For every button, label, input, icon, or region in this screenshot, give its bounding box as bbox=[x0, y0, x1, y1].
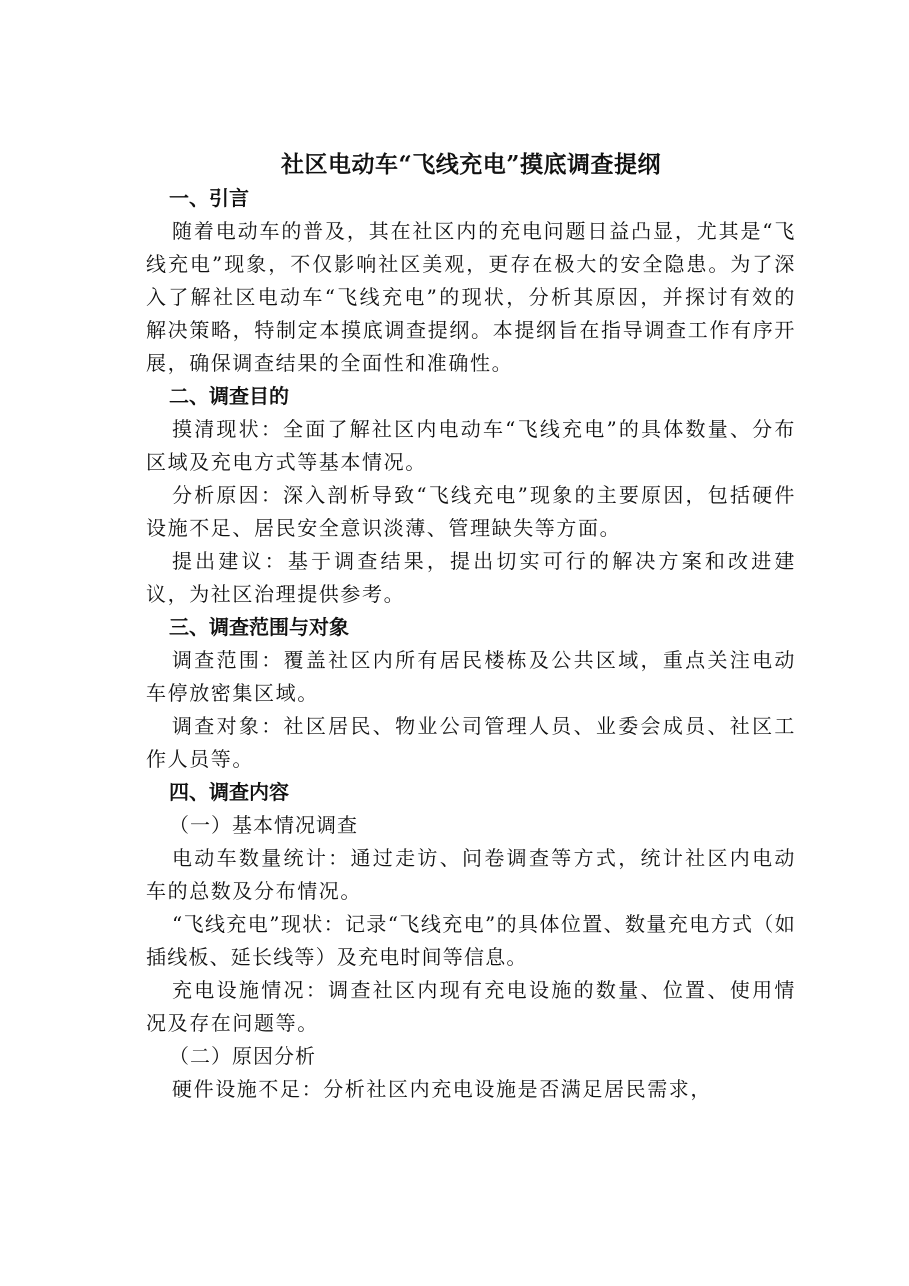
purpose-paragraph-cause: 分析原因：深入剖析导致“飞线充电”现象的主要原因，包括硬件设施不足、居民安全意识淡薄、管理缺失等方面。 bbox=[146, 483, 796, 540]
section-heading-content: 四、调查内容 bbox=[169, 780, 289, 804]
section-heading-intro: 一、引言 bbox=[169, 186, 249, 210]
causes-paragraph-hardware: 硬件设施不足：分析社区内充电设施是否满足居民需求， bbox=[172, 1077, 712, 1101]
subsection-label-basic: （一）基本情况调查 bbox=[169, 813, 358, 837]
section-heading-purpose: 二、调查目的 bbox=[169, 384, 289, 408]
basic-paragraph-count: 电动车数量统计：通过走访、问卷调查等方式，统计社区内电动车的总数及分布情况。 bbox=[146, 846, 796, 903]
basic-paragraph-facilities: 充电设施情况：调查社区内现有充电设施的数量、位置、使用情况及存在问题等。 bbox=[146, 978, 796, 1035]
document-body bbox=[146, 148, 796, 1106]
intro-paragraph: 随着电动车的普及，其在社区内的充电问题日益凸显，尤其是“飞线充电”现象，不仅影响社区美观，更存在极大的安全隐患。为了深入了解社区电动车“飞线充电”的现状，分析其原因，并探讨有效的解决策略，特制定本摸底调查提纲。本提纲旨在指导调查工作有序开展，确保调查结果的全面性和准确性。 bbox=[146, 219, 796, 375]
purpose-paragraph-suggestion: 提出建议：基于调查结果，提出切实可行的解决方案和改进建议，为社区治理提供参考。 bbox=[146, 549, 796, 606]
scope-paragraph-range: 调查范围：覆盖社区内所有居民楼栋及公共区域，重点关注电动车停放密集区域。 bbox=[146, 648, 796, 705]
basic-paragraph-flying-line: “飞线充电”现状：记录“飞线充电”的具体位置、数量充电方式（如插线板、延长线等）及充电时间等信息。 bbox=[146, 912, 796, 969]
subsection-label-causes: （二）原因分析 bbox=[169, 1044, 316, 1068]
purpose-paragraph-status: 摸清现状：全面了解社区内电动车“飞线充电”的具体数量、分布区域及充电方式等基本情况。 bbox=[146, 417, 796, 474]
scope-paragraph-targets: 调查对象：社区居民、物业公司管理人员、业委会成员、社区工作人员等。 bbox=[146, 714, 796, 771]
document-title: 社区电动车“飞线充电”摸底调查提纲 bbox=[281, 151, 661, 178]
section-heading-scope: 三、调查范围与对象 bbox=[169, 615, 349, 639]
